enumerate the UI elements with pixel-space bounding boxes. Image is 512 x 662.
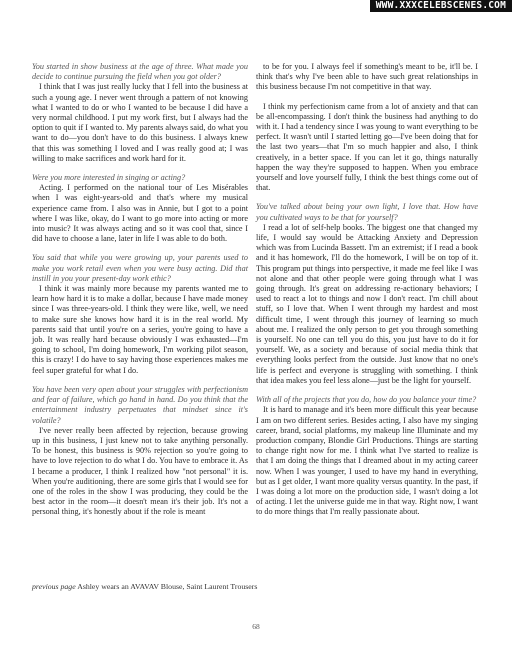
interview-question: You said that while you were growing up, your parents used to make you work retail even when you were busy acting. Did that instill in you your present-day work ethic? [32, 253, 248, 283]
watermark-banner: WWW.XXXCELEBSCENES.COM [370, 0, 512, 12]
right-text-column [256, 62, 478, 527]
interview-answer: I think that I was just really lucky that I fell into the business at such a young age. I never went through a pattern of not knowing what I wanted to do or who I wanted to be because I did have a very normal childhood. I put my work first, but I always had the option to quit if I wanted to. My parents always said, do what you want to do—you don't have to do this business. I always knew that this was something I loved and I was really good at; I was willing to make sacrifices and work hard for it. [32, 82, 248, 163]
interview-answer: I think it was mainly more because my parents wanted me to learn how hard it is to make a dollar, because I have made money since I was three-years-old. I think they were like, well, we need to make sure she knows how hard it is in the real world. My parents said that until you're on a series, you're going to have a job. It was really hard because obviously I was exhausted—I'm going to school, I'm doing homework, I'm working pilot season, this is crazy! I do have to say having those experiences makes me feel super grateful for what I do. [32, 284, 248, 375]
page-number: 68 [252, 622, 260, 631]
interview-question: You started in show business at the age of three. What made you decide to continue pursuing the field when you got older? [32, 62, 248, 82]
interview-answer: It is hard to manage and it's been more difficult this year because I am on two different series. Besides acting, I also have my singing career, brand, social platforms, my makeup line Illuminate and my production company, Blondie Girl Productions. Things are starting to change right now for me. I think what I've started to realize is that I am doing the things that I dreamed about in my acting career now. When I was younger, I used to have my hand in everything, but as I get older, I want more quality versus quantity. In the past, if I was doing a lot more on the production side, I wasn't doing a lot of acting. I let the universe guide me in that way. Right now, I want to do more things that I'm really passionate about. [256, 405, 478, 517]
interview-question: You have been very open about your struggles with perfectionism and fear of failure, which go hand in hand. Do you think that the entertainment industry perpetuates that mindset since it's volatile? [32, 384, 248, 425]
interview-answer: I think my perfectionism came from a lot of anxiety and that can be all-encompassing. I don't think the business had anything to do with it. I had a tendency since I was young to want everything to be perfect. It wasn't until I started letting go—I've been doing that for the last two years—that I'm so much happier and also, I think creatively, in a better space. If you can let it go, things naturally happen the way they're supposed to happen. When you embrace yourself and love yourself fully, I think the best things come out of that. [256, 101, 478, 193]
interview-answer: Acting. I performed on the national tour of Les Misérables when I was eight-years-old and that's where my musical experience came from. I also was in Annie, but I got to a point where I was like, okay, do I want to go more into acting or more into music? It was always acting and so it was cool that, since I did have to choose a lane, later in life I was able to do both. [32, 183, 248, 244]
interview-question: With all of the projects that you do, how do you balance your time? [256, 395, 477, 405]
interview-question: Were you more interested in singing or acting? [32, 173, 186, 183]
interview-answer: I read a lot of self-help books. The biggest one that changed my life, I would say would be Attacking Anxiety and Depression which was from Lucinda Bassett. I'm an extremist; if I read a book and it has homework, I'll do the homework, I will be on top of it. This program put things into perspective, it made me feel like I was not alone and that other people were going through what I was going through. It's great on addressing re-actionary behaviors; I used to react a lot to things and now I don't react. I'm chill about stuff, so I love that. When I went through my hardest and most difficult time, I went through this journey of learning so much about me. I realized the only person to get you through something is yourself. No one can tell you do this, you just have to do it for yourself. We, as a society and because of social media think that everything looks perfect from the outside. Just know that no one's life is perfect and everyone is struggling with something. I think that idea makes you feel less alone—just be the light for yourself. [256, 222, 478, 385]
interview-question: You've talked about being your own light, I love that. How have you cultivated ways to be that for yourself? [256, 202, 478, 222]
photo-caption [32, 582, 257, 592]
interview-answer: to be for you. I always feel if something's meant to be, it'll be. I think that's why I've been able to have such great relationships in this business because I'm not competitive in that way. [256, 62, 478, 92]
caption-text: Ashley wears an AVAVAV Blouse, Saint Laurent Trousers [75, 582, 258, 591]
interview-answer: I've never really been affected by rejection, because growing up in this business, I just knew not to take anything personally. To be honest, this business is 90% rejection so you're going to have to love rejection to do what I do. You have to embrace it. As I became a producer, I think I realized how "not personal" it is. When you're auditioning, there are some girls that I would see for one of the roles in the show I was producing, they could be the best actor in the room—it doesn't mean it's their job. It's not a personal thing, it's honestly about if the role is meant [32, 425, 248, 517]
caption-lead: previous page [32, 582, 76, 591]
left-text-column [32, 62, 248, 527]
